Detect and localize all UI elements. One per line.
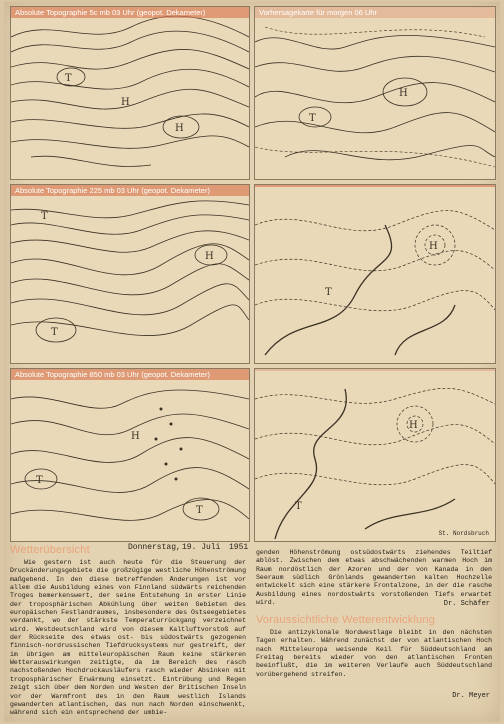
date-year: 1951	[229, 543, 249, 552]
svg-text:T: T	[65, 73, 72, 84]
left-column-paragraph: Wie gestern ist auch heute für die Steuerung der Druckänderungsgebiete die großzügige westliche Höhenströmung maßgebend. In den diese betreffenden Änderungen ist vor allem die Ausbildung eines von Finnland südwärts reichenden Troges bemerkenswert, der seine Entstehung in erster Linie der troposphärischen Abkühlung über weiten Gebieten des europäischen Festlandraumes, insbesondere des Ostseegebietes verdankt, wo der stärkste Temperaturrückgang verzeichnet wird. Westdeutschland wird von diesem Kaltluftvorstoß auf der Rückseite des etwas ost- bis südostwärts gezogenen finnisch-nordrussischen Tiefdrucksystems nur gestreift, der im übrigen am mitteleuropäischen Raum keine stärkeren Wetterauswirkungen zeitigte, da im Bereich des rasch nachstoßenden Hochdruckausläufers rasch wieder Absinken mit troposphärischer Erwärmung einsetzt. Eintrübung und Regen zeigt sich über dem Norden und Westen der Britischen Inseln vor der Warmfront des in den Raum westlich Islands gewanderten atlantischen, das nun nach Norden einschwenkt, während sich ein entsprechend der umbie-	[10, 559, 246, 717]
svg-text:T: T	[295, 501, 302, 512]
map-upper-air-middle-left	[10, 184, 250, 364]
left-column-text	[10, 559, 246, 718]
contour-map-3	[11, 185, 249, 363]
section-left-title: Wetterübersicht	[10, 544, 90, 556]
map-title: Absolute Topographie 225 mb 03 Uhr (geopot. Dekameter)	[11, 185, 249, 196]
map-middle-right	[254, 184, 496, 364]
weather-sheet	[4, 2, 500, 722]
contour-map-4	[255, 185, 495, 363]
map-title	[255, 185, 495, 187]
section-right-title: Voraussichtliche Wetterentwicklung	[256, 614, 436, 626]
svg-text:H: H	[399, 88, 408, 99]
map-title	[255, 369, 495, 371]
right-column-top-text	[256, 549, 492, 607]
map-upper-air-bottom-left	[10, 368, 250, 542]
svg-text:H: H	[175, 123, 184, 134]
date-day: 19. Juli	[182, 543, 221, 552]
right-column-top-paragraph: genden Höhenströmung ostsüdostwärts ziehendes Teiltief ablöst. Zwischen dem etwas abschwächenden warmen Hoch im Raum nordöstlich der Azoren und der von Kanada in den Seeraum südlich Grönlands gewanderten kalten Hochzelle entwickelt sich eine stärkere Frontalzone, in der die rasche Ausbildung eines nordostwärts vorstoßenden Tiefs erwartet wird.	[256, 549, 492, 607]
author-2: Dr. Meyer	[452, 692, 490, 700]
svg-text:H: H	[205, 251, 214, 262]
map-title: Vorhersagekarte für morgen 06 Uhr	[255, 7, 495, 18]
svg-text:T: T	[196, 505, 203, 516]
contour-map-6	[255, 369, 495, 541]
map-title: Absolute Topographie 5c mb 03 Uhr (geopot. Dekameter)	[11, 7, 249, 18]
map-bottom-right	[254, 368, 496, 542]
contour-map-5	[11, 369, 249, 541]
map-title: Absolute Topographie 850 mb 03 Uhr (geopot. Dekameter)	[11, 369, 249, 380]
map-upper-air-top-left	[10, 6, 250, 180]
svg-text:H: H	[131, 431, 140, 442]
svg-text:H: H	[121, 97, 130, 108]
svg-text:H: H	[429, 241, 438, 252]
svg-text:T: T	[309, 113, 316, 124]
svg-text:H: H	[409, 420, 418, 431]
contour-map-1	[11, 7, 249, 179]
right-column-bottom-paragraph: Die antizyklonale Nordwestlage bleibt in den nächsten Tagen erhalten. Während zunächst der von atlantischen Hoch nach Mitteleuropa weisende Keil für Süddeutschland am Freitag bereits wieder von den atlantischen Fronten beeinflußt, die im weiteren Verlaufe auch Süddeutschland vorübergehend streifen.	[256, 629, 492, 678]
contour-map-2	[255, 7, 495, 179]
svg-text:T: T	[325, 287, 332, 298]
right-column-bottom-text	[256, 629, 492, 679]
date-weekday: Donnerstag,	[128, 543, 181, 552]
author-1: Dr. Schäfer	[443, 600, 490, 608]
map-stamp: St. Nordsbruch	[438, 530, 489, 537]
svg-text:T: T	[36, 475, 43, 486]
svg-text:T: T	[51, 327, 58, 338]
map-forecast-top-right	[254, 6, 496, 180]
svg-text:T: T	[41, 211, 48, 222]
